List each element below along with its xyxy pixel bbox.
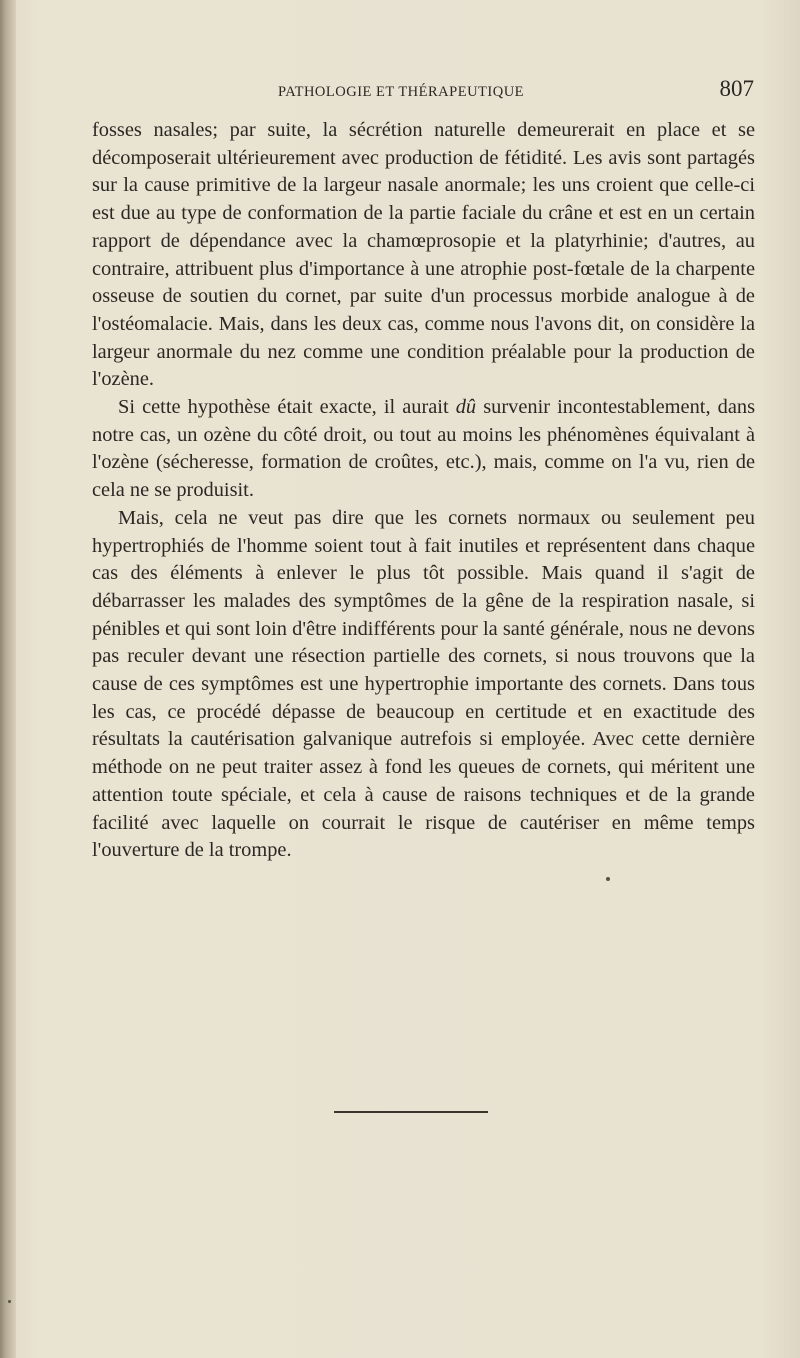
page-number: 807 [719,76,754,101]
book-spine-shadow [0,0,16,1358]
paragraph-1: fosses nasales; par suite, la sécrétion naturelle demeurerait en place et se décomposerait ultérieurement avec production de fétidité. Les avis sont partagés sur la cause primitive de la largeur nasale anormale; les uns croient que celle-ci est due au type de conformation de la partie faciale du crâne et est en un certain rapport de dépendance avec la chamœprosopie et la platyrhinie; d'autres, au contraire, attribuent plus d'importance à une atrophie post-fœtale de la charpente osseuse de soutien du cornet, par suite d'un processus morbide analogue à de l'ostéomalacie. Mais, dans les deux cas, comme nous l'avons dit, on considère la largeur anormale du nez comme une condition préalable pour la production de l'ozène. [92,119,755,391]
running-title: PATHOLOGIE ET THÉRAPEUTIQUE [278,84,525,100]
paper-speck [8,1300,11,1303]
paragraph-2-emphasis: dû [455,396,477,419]
body-text [92,117,755,865]
end-of-chapter-rule [334,1111,488,1113]
paragraph-2 [92,394,755,505]
paragraph-3: Mais, cela ne veut pas dire que les cornets normaux ou seulement peu hypertrophiés de l'homme soient tout à fait inutiles et représentent dans chaque cas des éléments à enlever le plus tôt possible. Mais quand il s'agit de débarrasser les malades des symptômes de la gêne de la respiration nasale, si pénibles et qui sont loin d'être indifférents pour la santé générale, nous ne devons pas reculer devant une résection partielle des cornets, si nous trouvons que la cause de ces symptômes est une hypertrophie importante des cornets. Dans tous les cas, ce procédé dépasse de beaucoup en certitude et en exactitude des résultats la cautérisation galvanique autrefois si employée. Avec cette dernière méthode on ne peut traiter assez à fond les queues de cornets, qui méritent une attention toute spéciale, et cela à cause de raisons techniques et de la grande facilité avec laquelle on courrait le risque de cautériser en même temps l'ouverture de la trompe. [92,506,755,862]
paragraph-2-start: Si cette hypothèse était exacte, il aurait [118,396,456,419]
page-header [92,76,756,108]
paper-speck [606,877,610,881]
paragraph-2-end: survenir incontestablement, dans notre cas, un ozène du côté droit, ou tout au moins les phénomènes équivalant à l'ozène (sécheresse, formation de croûtes, etc.), mais, comme on l'a vu, rien de cela ne se produisit. [92,396,756,502]
